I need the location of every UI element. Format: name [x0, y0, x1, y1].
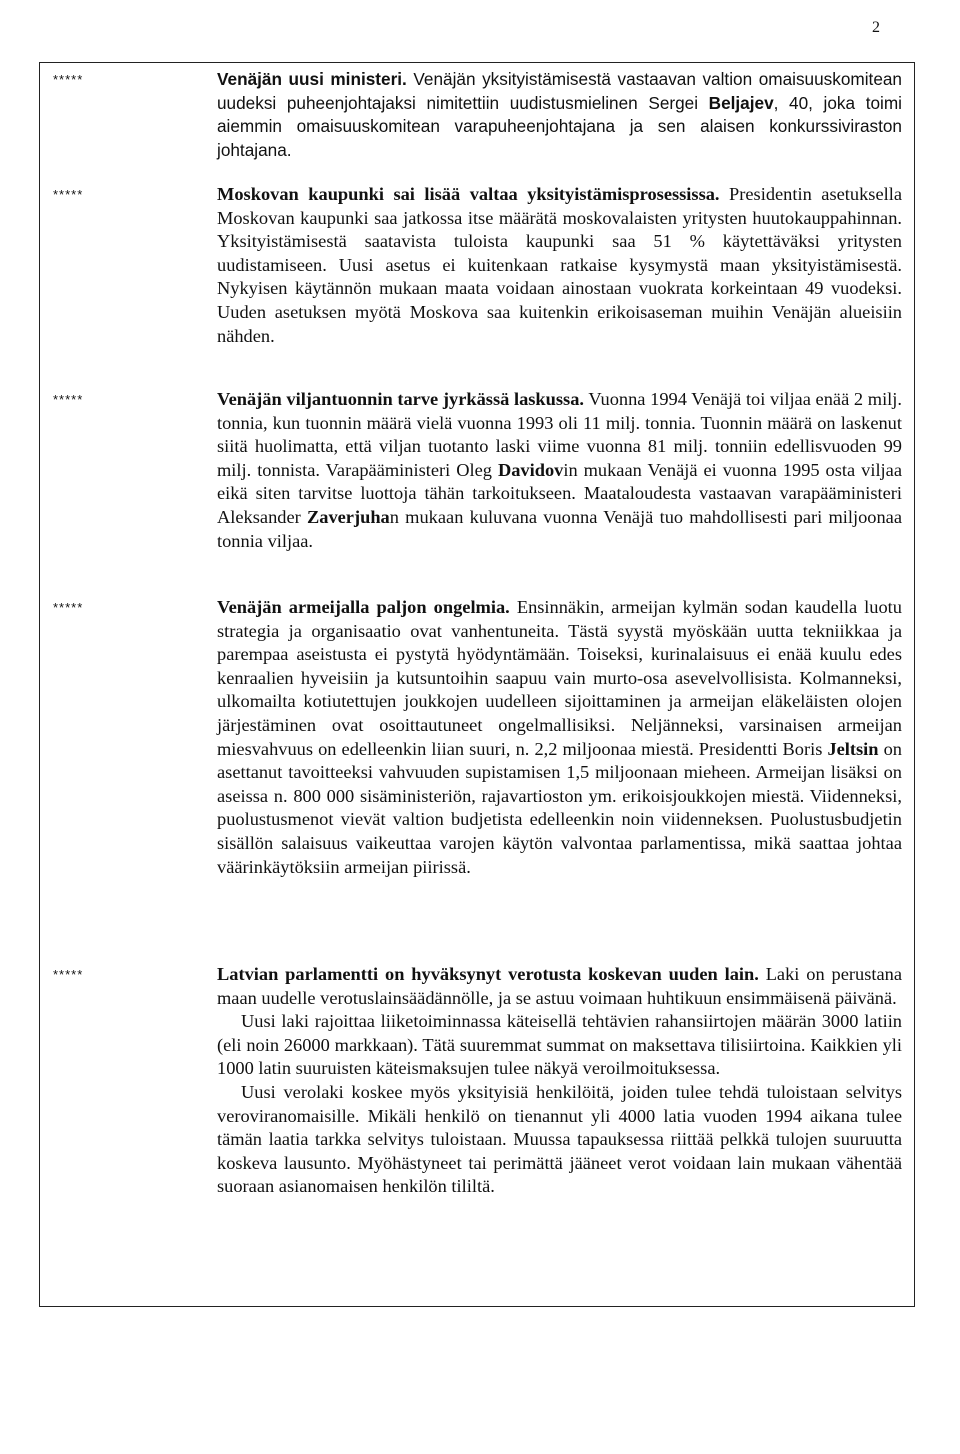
item-marker: *****	[53, 72, 84, 87]
item-paragraph	[217, 68, 902, 162]
item-text	[217, 183, 902, 348]
item-text	[217, 596, 902, 879]
body-segment: Venäjän yksityistämisestä vastaavan valtion omaisuuskomitean uudeksi puheenjohtajaksi nimitettiin uudistusmielinen Sergei	[217, 69, 902, 113]
item-text	[217, 388, 902, 553]
item-body: Laki on perustana maan uudelle verotuslainsäädännölle, ja se astuu voimaan huhtikuun ensimmäisenä päivänä.	[217, 964, 902, 1008]
item-marker: *****	[53, 187, 84, 202]
item-body: Presidentin asetuksella Moskovan kaupunki saa jatkossa itse määrätä moskovalaisten yritysten huutokauppahinnan. Yksityistämisestä saatavista tuloista kaupunki saa 51 % käytettäväksi yritysten uudistamiseen. Uusi asetus ei kuitenkaan ratkaise kysymystä maan yksityistämisestä. Nykyisen käytännön mukaan maata voidaan ainostaan vuokrata korkeintaan 49 vuodeksi. Uuden asetuksen myötä Moskova saa kuitenkin erikoisaseman muihin Venäjän alueisiin nähden.	[217, 184, 902, 346]
person-name: Beljajev	[708, 92, 774, 113]
person-name: Jeltsin	[827, 738, 879, 759]
item-headline: Venäjän viljantuonnin tarve jyrkässä laskussa.	[217, 389, 584, 409]
person-name: Zaverjuha	[306, 506, 390, 527]
item-paragraph	[217, 596, 902, 879]
item-headline: Venäjän armeijalla paljon ongelmia.	[217, 597, 510, 617]
body-segment: on asettanut tavoitteeksi vahvuuden supistamisen 1,5 miljoonaan mieheen. Armeijan lisäksi on aseissa n. 800 000 sisäministeriön, rajavartioston ym. erikoisjoukkojen miestä. Viidenneksi, puolustusmenot vievät valtion budjetista edelleenkin noin viidenneksen. Puolustusbudjetin sisällön salaisuus vaikeuttaa varojen käytön valvontaa parlamentissa, mikä saattaa johtaa väärinkäytöksiin armeijan piirissä.	[217, 738, 902, 877]
item-text	[217, 963, 902, 1199]
item-marker: *****	[53, 967, 84, 982]
item-paragraph	[217, 183, 902, 348]
body-segment: Vuonna 1994 Venäjä toi viljaa enää 2 milj. tonnia, kun tuonnin määrä vielä vuonna 1993 oli 11 milj. tonnia. Tuonnin määrä on laskenut siitä huolimatta, että viljan tuotanto laski viime vuonna 81 milj. tonniin edellisvuoden 99 milj. tonnista. Varapääministeri Oleg	[217, 389, 902, 480]
body-segment: in mukaan Venäjä ei vuonna 1995 osta viljaa eikä siten tarvitse luottoja tähän tarkoitukseen. Maataloudesta vastaavan varapääministeri Aleksander	[217, 459, 902, 527]
item-marker: *****	[53, 600, 84, 615]
item-headline: Latvian parlamentti on hyväksynyt verotusta koskevan uuden lain.	[217, 964, 759, 984]
item-paragraph	[217, 963, 902, 1010]
item-paragraph: Uusi verolaki koskee myös yksityisiä henkilöitä, joiden tulee tehdä tuloistaan selvitys veroviranomaisille. Mikäli henkilö on tienannut yli 4000 latia vuoden 1994 aikana tulee tämän laatia tarkka selvitys tuloistaan. Muussa tapauksessa riittää pelkkä tulojen suuruutta koskeva lausunto. Myöhästyneet tai perimättä jääneet verot voidaan lain mukaan vähentää suoraan asianomaisen henkilön tililtä.	[217, 1081, 902, 1197]
item-text	[217, 68, 902, 162]
item-headline: Moskovan kaupunki sai lisää valtaa yksityistämisprosessissa.	[217, 184, 720, 204]
body-segment: n mukaan kuluvana vuonna Venäjä tuo mahdollisesti pari miljoonaa tonnia viljaa.	[217, 506, 902, 551]
page-number: 2	[872, 19, 880, 36]
item-headline: Venäjän uusi ministeri.	[217, 69, 407, 89]
body-segment: , 40, joka toimi aiemmin omaisuuskomitean varapuheenjohtajana ja sen alaisen konkurssiviraston johtajana.	[217, 92, 902, 160]
body-segment: Ensinnäkin, armeijan kylmän sodan kaudella luotu strategia ja organisaatio ovat vanhentuneita. Tästä syystä myöskään uutta tekniikkaa ja parempaa aseistusta ei pystytä hyödyntämään. Toiseksi, kurinalaisuus ei enää kuulu edes kenraalien hyveisiin ja kutsuntoihin saapuu vain murto-osa asevelvollisista. Kolmanneksi, ulkomailta kotiutettujen joukkojen uudelleen sijoittaminen ja armeijan eläkeläisten olojen järjestäminen ovat osoittautuneet ongelmallisiksi. Neljänneksi, varsinaisen armeijan miesvahvuus on edelleenkin liian suuri, n. 2,2 miljoonaa miestä. Presidentti Boris	[217, 597, 902, 759]
person-name: Davidov	[497, 459, 564, 480]
item-paragraph: Uusi laki rajoittaa liiketoiminnassa käteisellä tehtävien rahansiirtojen määrän 3000 latiin (eli noin 26000 markkaan). Tätä suuremmat summat on maksettava tilisiirtoina. Kaikkien yli 1000 latin suuruisten käteismaksujen tulee näkyä veroilmoituksessa.	[217, 1011, 902, 1079]
item-marker: *****	[53, 392, 84, 407]
item-paragraph	[217, 388, 902, 553]
